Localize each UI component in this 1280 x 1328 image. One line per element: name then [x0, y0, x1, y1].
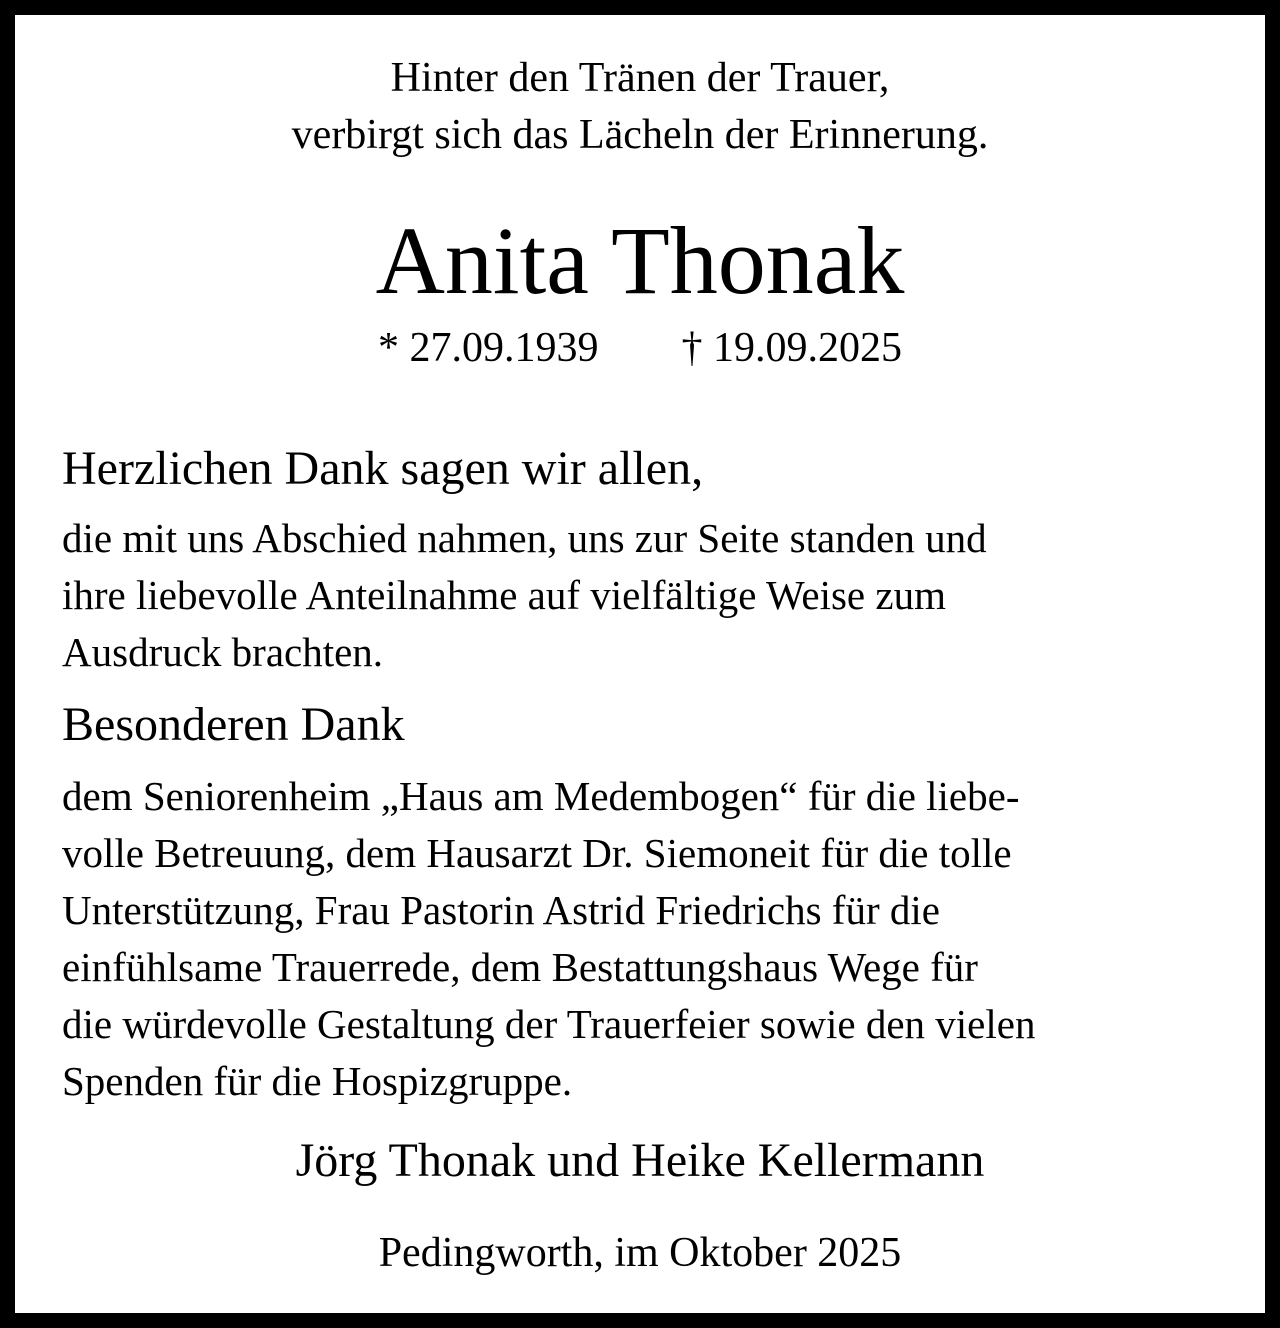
thanks-line: die mit uns Abschied nahmen, uns zur Seite standen und	[62, 515, 987, 561]
special-thanks-heading: Besonderen Dank	[62, 698, 405, 751]
special-thanks-line: volle Betreuung, dem Hausarzt Dr. Siemoneit für die tolle	[62, 830, 1012, 876]
special-thanks-line: Spenden für die Hospizgruppe.	[62, 1058, 573, 1104]
death-date: 19.09.2025	[713, 325, 902, 371]
birth-star-icon: *	[378, 325, 399, 371]
special-thanks-line: einfühlsame Trauerrede, dem Bestattungshaus Wege für	[62, 944, 978, 990]
death-cross-icon: †	[681, 325, 703, 371]
thanks-paragraph	[62, 515, 987, 689]
thanks-line: ihre liebevolle Anteilnahme auf vielfältige Weise zum	[62, 572, 946, 618]
place-date: Pedingworth, im Oktober 2025	[378, 1230, 902, 1276]
special-thanks-line: dem Seniorenheim „Haus am Medembogen“ für die liebe-	[62, 773, 1020, 819]
motto-line-2: verbirgt sich das Lächeln der Erinnerung.	[291, 112, 989, 158]
thanks-heading: Herzlichen Dank sagen wir allen,	[62, 442, 704, 495]
obituary-notice	[15, 15, 1265, 1313]
special-thanks-paragraph	[62, 773, 1036, 1118]
birth-date: 27.09.1939	[409, 325, 599, 371]
special-thanks-line: Unterstützung, Frau Pastorin Astrid Friedrichs für die	[62, 887, 940, 933]
special-thanks-line: die würdevolle Gestaltung der Trauerfeier sowie den vielen	[62, 1001, 1036, 1047]
thanks-line: Ausdruck brachten.	[62, 629, 384, 675]
deceased-name: Anita Thonak	[375, 207, 905, 314]
motto-line-1: Hinter den Tränen der Trauer,	[390, 55, 890, 101]
life-dates	[15, 327, 1265, 369]
signature: Jörg Thonak und Heike Kellermann	[295, 1134, 985, 1187]
